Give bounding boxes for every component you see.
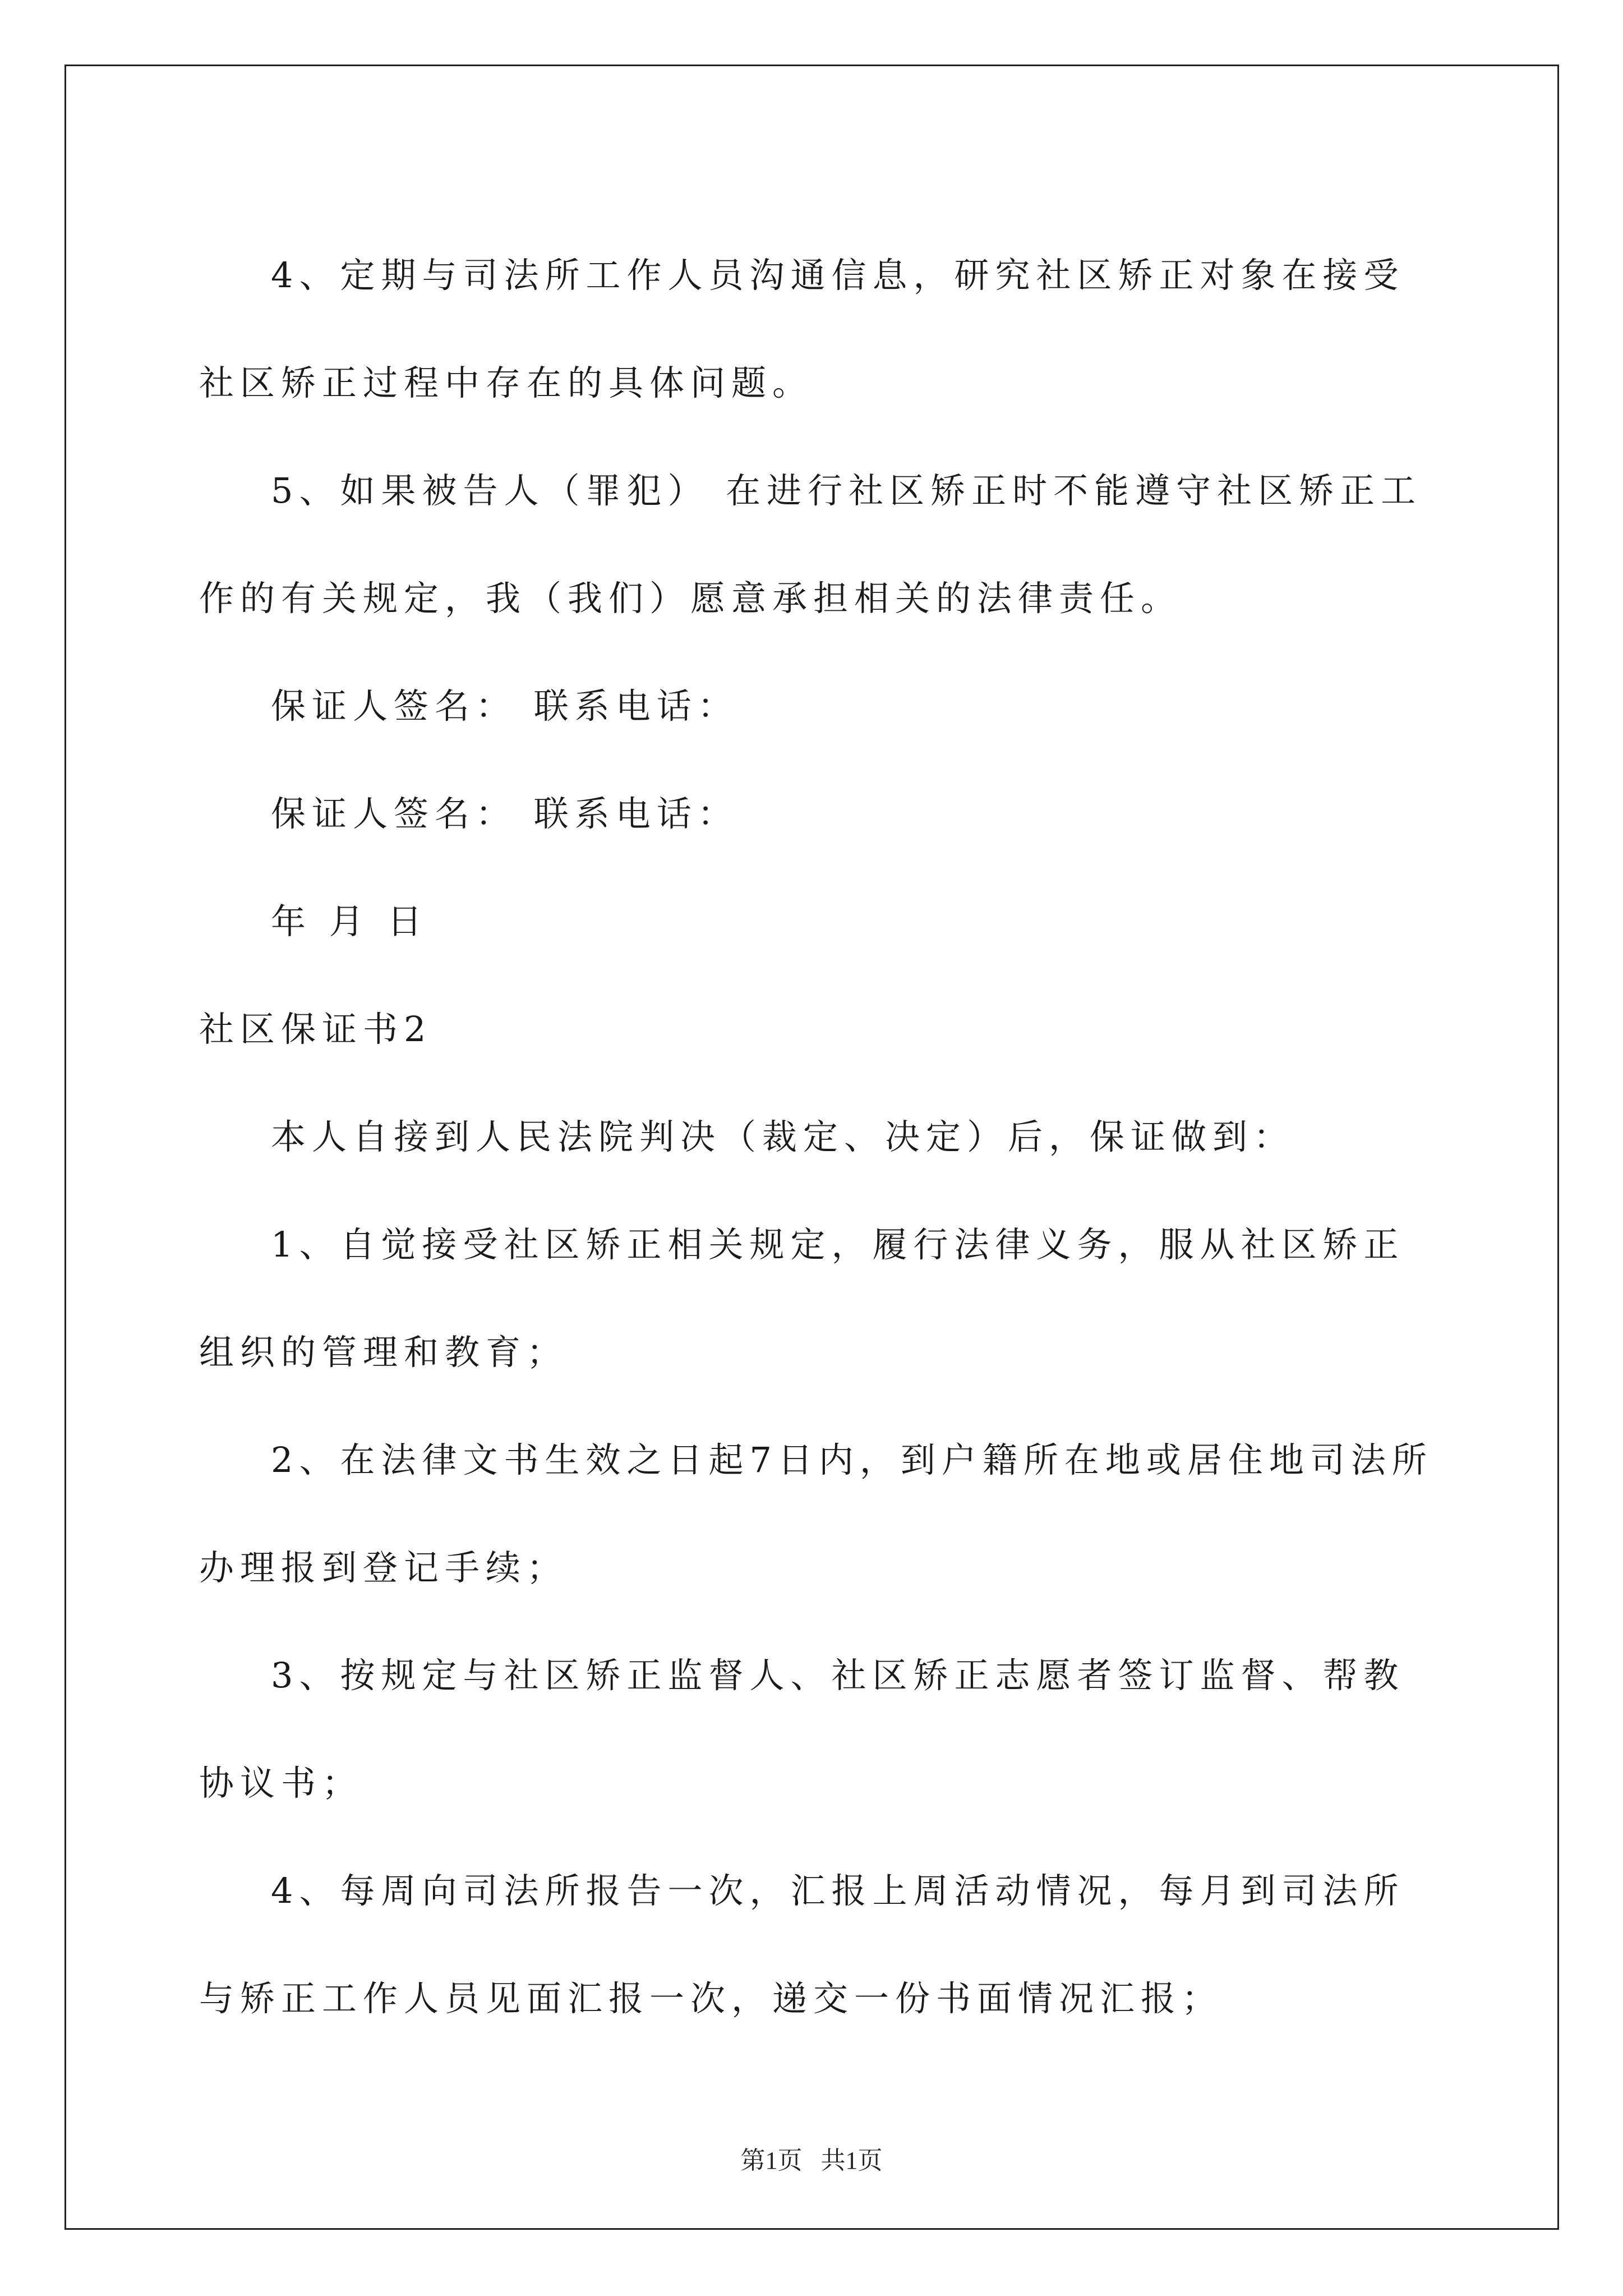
- intro-paragraph: 本人自接到人民法院判决（裁定、决定）后，保证做到：: [271, 1116, 1295, 1157]
- document-body: [199, 222, 1433, 2053]
- date-line: 年 月 日: [271, 901, 428, 942]
- guarantor-signature-line: 保证人签名： 联系电话：: [271, 793, 739, 834]
- guarantor-signature-line: 保证人签名： 联系电话：: [271, 685, 739, 726]
- paragraph-item-5: 5、如果被告人（罪犯） 在进行社区矫正时不能遵守社区矫正工作的有关规定，我（我们）愿意承担相关的法律责任。: [199, 470, 1422, 619]
- paragraph-item-2: 2、在法律文书生效之日起7日内，到户籍所在地或居住地司法所办理报到登记手续；: [199, 1439, 1433, 1588]
- section-heading: 社区保证书2: [199, 1009, 432, 1050]
- paragraph-item-4-continuation: 4、定期与司法所工作人员沟通信息，研究社区矫正对象在接受社区矫正过程中存在的具体问题。: [199, 255, 1405, 403]
- page-footer: 第1页 共1页: [740, 2147, 883, 2174]
- paragraph-item-4: 4、每周向司法所报告一次，汇报上周活动情况，每月到司法所与矫正工作人员见面汇报一次，递交一份书面情况汇报；: [199, 1870, 1405, 2019]
- paragraph-item-3: 3、按规定与社区矫正监督人、社区矫正志愿者签订监督、帮教协议书；: [199, 1655, 1405, 1803]
- paragraph-item-1: 1、自觉接受社区矫正相关规定，履行法律义务，服从社区矫正组织的管理和教育；: [199, 1224, 1405, 1373]
